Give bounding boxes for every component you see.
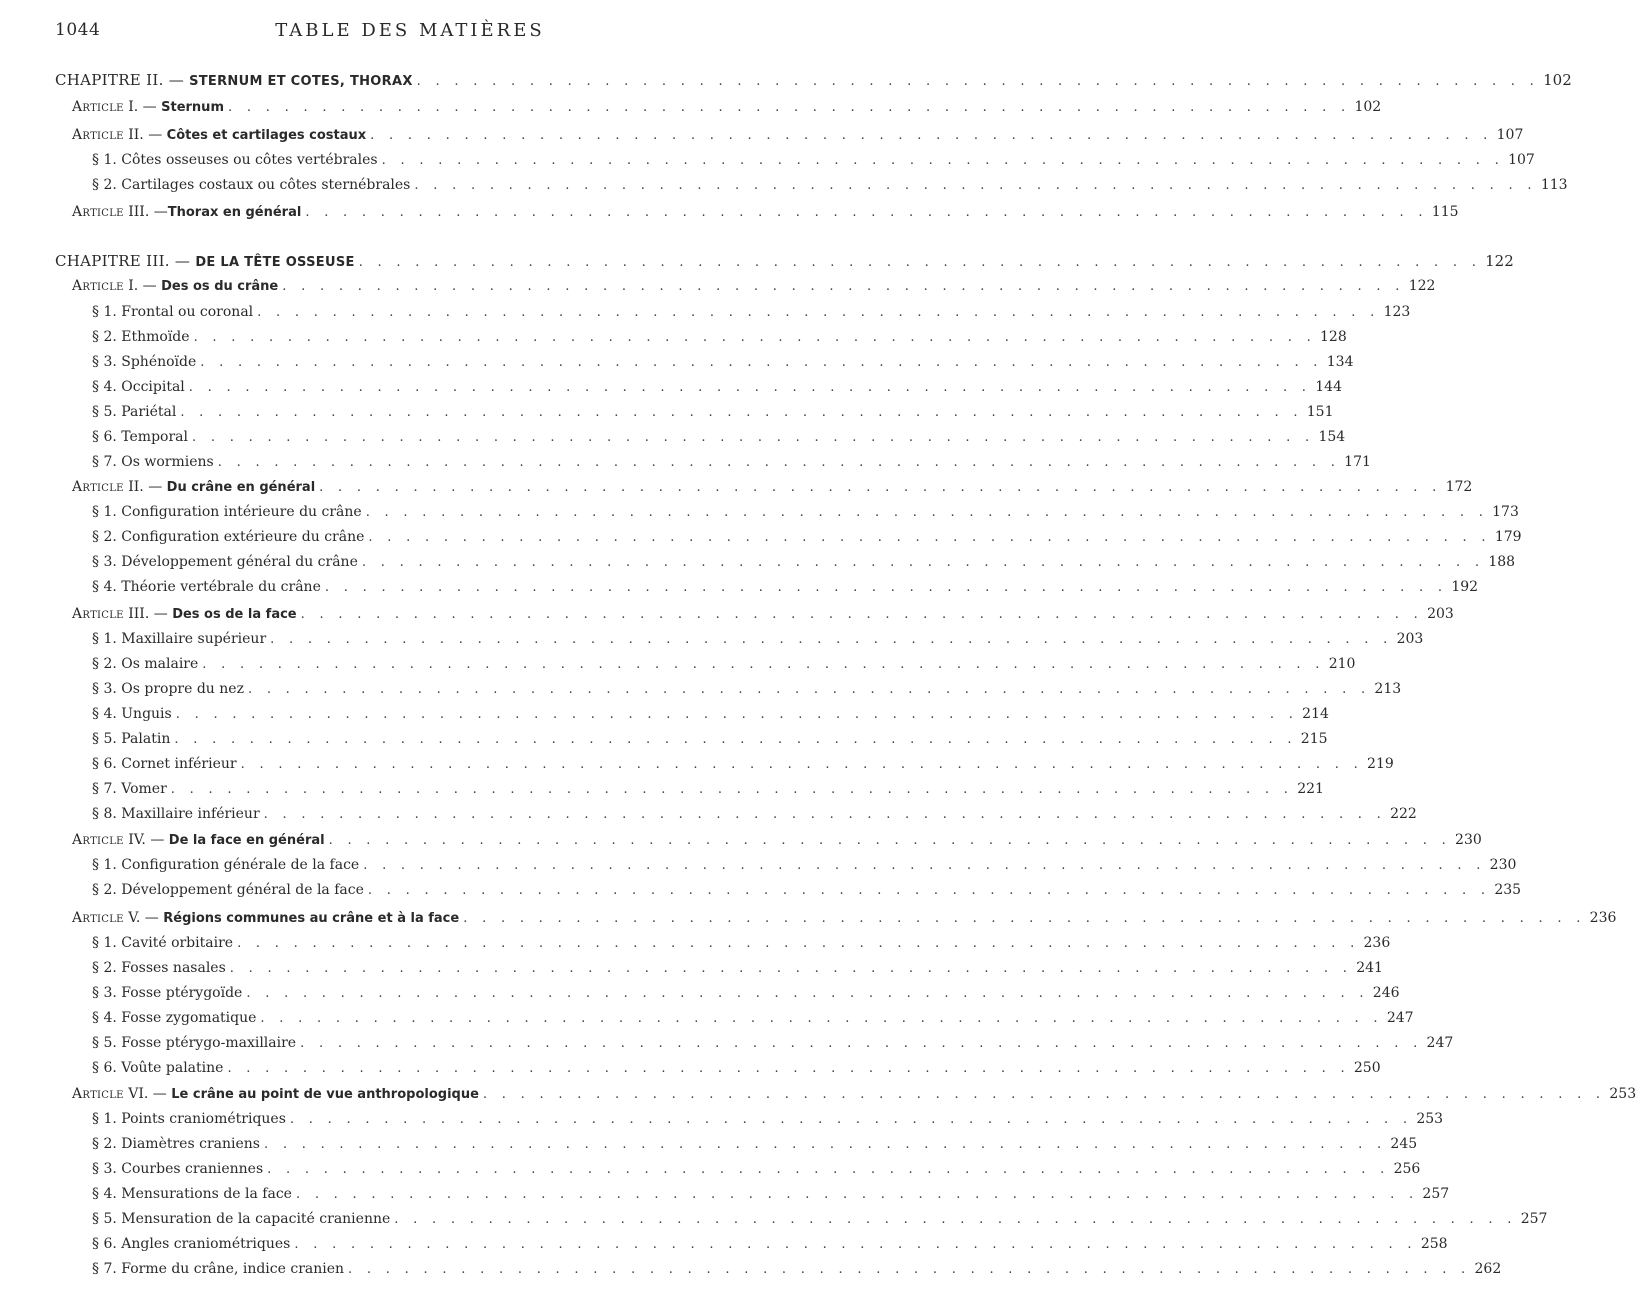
toc-article-row[interactable] [72, 97, 1382, 117]
toc-page-number: 219 [1367, 756, 1394, 772]
toc-entry-label [92, 855, 363, 875]
toc-article-row[interactable] [72, 276, 1436, 296]
toc-section-row[interactable] [92, 502, 1519, 522]
dot-leader: . . . . . . . . . . . . . . . . . . . . . . . . . . . . . . . . . . . . . . . . . . . . . . . . . . . . . . . . . . . . [202, 657, 1325, 672]
dot-leader: . . . . . . . . . . . . . . . . . . . . . . . . . . . . . . . . . . . . . . . . . . . . . . . . . . . . . . . . . . . . [228, 100, 1351, 115]
toc-page-number: 246 [1372, 985, 1400, 1001]
toc-entry-label [72, 202, 305, 223]
toc-entry-label [92, 729, 174, 749]
dot-leader: . . . . . . . . . . . . . . . . . . . . . . . . . . . . . . . . . . . . . . . . . . . . . . . . . . . . . . . . . . . . [247, 682, 1371, 697]
toc-article-row[interactable] [72, 908, 1617, 928]
section-title: § 6. Angles craniométriques [92, 1236, 291, 1252]
toc-page-number: 214 [1302, 706, 1329, 722]
toc-entry-label [92, 1234, 294, 1254]
toc-entry-label [92, 1259, 348, 1279]
section-title: § 5. Palatin [92, 731, 171, 747]
section-title: § 6. Temporal [92, 429, 188, 445]
toc-entry-label [72, 276, 282, 297]
toc-section-row[interactable] [92, 933, 1391, 953]
section-title: § 3. Courbes craniennes [92, 1161, 264, 1177]
section-title: § 3. Os propre du nez [92, 681, 244, 697]
chapter-number: CHAPITRE II. — [55, 71, 190, 89]
toc-chapter-row[interactable] [55, 70, 1572, 90]
toc-entry-label [72, 1084, 483, 1105]
toc-page-number: 247 [1386, 1010, 1414, 1026]
section-title: § 1. Côtes osseuses ou côtes vertébrales [92, 152, 378, 168]
article-number: IV. — [123, 832, 169, 848]
toc-page-number: 247 [1426, 1035, 1454, 1051]
toc-entry-label [92, 427, 192, 447]
toc-entry-label [72, 477, 319, 498]
toc-page-number: 245 [1390, 1136, 1418, 1152]
toc-section-row[interactable] [92, 302, 1411, 322]
article-number: II. — [123, 127, 167, 143]
dot-leader: . . . . . . . . . . . . . . . . . . . . . . . . . . . . . . . . . . . . . . . . . . . . . . . . . . . . . . . . . . . . [289, 1112, 1413, 1127]
toc-page-number: 230 [1489, 857, 1517, 873]
section-title: § 1. Cavité orbitaire [92, 935, 234, 951]
dot-leader: . . . . . . . . . . . . . . . . . . . . . . . . . . . . . . . . . . . . . . . . . . . . . . . . . . . . . . . . . . . . [358, 255, 1482, 270]
toc-entry-label [55, 70, 417, 92]
toc-section-row[interactable] [92, 804, 1417, 824]
dot-leader: . . . . . . . . . . . . . . . . . . . . . . . . . . . . . . . . . . . . . . . . . . . . . . . . . . . . . . . . . . . . [367, 883, 1491, 898]
toc-page-number: 203 [1396, 631, 1424, 647]
article-number: III. — [123, 204, 168, 220]
toc-entry-label [92, 577, 325, 597]
toc-article-row[interactable] [72, 125, 1524, 145]
section-title: § 4. Mensurations de la face [92, 1186, 292, 1202]
chapter-title: STERNUM ET COTES, THORAX [189, 74, 413, 89]
dot-leader: . . . . . . . . . . . . . . . . . . . . . . . . . . . . . . . . . . . . . . . . . . . . . . . . . . . . . . . . . . . . [365, 505, 1489, 520]
section-title: § 5. Mensuration de la capacité cranienne [92, 1211, 391, 1227]
toc-page-number: 253 [1416, 1111, 1444, 1127]
dot-leader: . . . . . . . . . . . . . . . . . . . . . . . . . . . . . . . . . . . . . . . . . . . . . . . . . . . . . . . . . . . . [188, 380, 1312, 395]
article-prefix: Article [72, 127, 124, 143]
toc-section-row[interactable] [92, 175, 1568, 195]
toc-entry-label [92, 1033, 300, 1053]
toc-section-row[interactable] [92, 1109, 1444, 1129]
section-title: § 2. Fosses nasales [92, 960, 226, 976]
section-title: § 3. Développement général du crâne [92, 554, 358, 570]
dot-leader: . . . . . . . . . . . . . . . . . . . . . . . . . . . . . . . . . . . . . . . . . . . . . . . . . . . . . . . . . . . . [180, 405, 1303, 420]
toc-entry-label [92, 402, 180, 422]
article-number: I. — [123, 278, 162, 294]
toc-page-number: 258 [1420, 1236, 1448, 1252]
toc-chapter-row[interactable] [55, 251, 1514, 271]
dot-leader: . . . . . . . . . . . . . . . . . . . . . . . . . . . . . . . . . . . . . . . . . . . . . . . . . . . . . . . . . . . . [482, 1087, 1606, 1102]
article-title: Des os du crâne [161, 279, 279, 294]
article-number: II. — [123, 479, 167, 495]
toc-entry-label [92, 302, 257, 322]
toc-entry-label [92, 1109, 290, 1129]
toc-article-row[interactable] [72, 202, 1459, 222]
dot-leader: . . . . . . . . . . . . . . . . . . . . . . . . . . . . . . . . . . . . . . . . . . . . . . . . . . . . . . . . . . . . [370, 128, 1493, 143]
section-title: § 1. Maxillaire supérieur [92, 631, 267, 647]
article-prefix: Article [72, 204, 124, 220]
toc-entry-label [92, 452, 218, 472]
dot-leader: . . . . . . . . . . . . . . . . . . . . . . . . . . . . . . . . . . . . . . . . . . . . . . . . . . . . . . . . . . . . [282, 279, 1405, 294]
dot-leader: . . . . . . . . . . . . . . . . . . . . . . . . . . . . . . . . . . . . . . . . . . . . . . . . . . . . . . . . . . . . [229, 961, 1353, 976]
section-title: § 4. Fosse zygomatique [92, 1010, 257, 1026]
toc-section-row[interactable] [92, 983, 1400, 1003]
article-number: VI. — [123, 1086, 172, 1102]
article-title: Du crâne en général [166, 480, 316, 495]
article-title: Thorax en général [167, 205, 302, 220]
section-title: § 6. Voûte palatine [92, 1060, 224, 1076]
toc-section-row[interactable] [92, 1008, 1414, 1028]
toc-page-number: 213 [1374, 681, 1402, 697]
toc-section-row[interactable] [92, 729, 1328, 749]
dot-leader: . . . . . . . . . . . . . . . . . . . . . . . . . . . . . . . . . . . . . . . . . . . . . . . . . . . . . . . . . . . . [237, 936, 1360, 951]
toc-section-row[interactable] [92, 150, 1535, 170]
toc-page-number: 230 [1455, 832, 1482, 848]
toc-article-row[interactable] [72, 830, 1482, 850]
toc-entry-label [92, 629, 270, 649]
toc-entry-label [92, 150, 382, 170]
toc-page-number: 256 [1393, 1161, 1421, 1177]
section-title: § 1. Configuration intérieure du crâne [92, 504, 362, 520]
toc-page-number: 107 [1508, 152, 1535, 168]
toc-entry-label [92, 804, 264, 824]
dot-leader: . . . . . . . . . . . . . . . . . . . . . . . . . . . . . . . . . . . . . . . . . . . . . . . . . . . . . . . . . . . . [463, 911, 1586, 926]
section-title: § 2. Diamètres craniens [92, 1136, 260, 1152]
dot-leader: . . . . . . . . . . . . . . . . . . . . . . . . . . . . . . . . . . . . . . . . . . . . . . . . . . . . . . . . . . . . [319, 480, 1442, 495]
dot-leader: . . . . . . . . . . . . . . . . . . . . . . . . . . . . . . . . . . . . . . . . . . . . . . . . . . . . . . . . . . . . [193, 330, 1317, 345]
toc-page-number: 151 [1306, 404, 1334, 420]
dot-leader: . . . . . . . . . . . . . . . . . . . . . . . . . . . . . . . . . . . . . . . . . . . . . . . . . . . . . . . . . . . . [267, 1162, 1390, 1177]
toc-entry-label [92, 983, 246, 1003]
toc-entry-label [92, 1159, 267, 1179]
toc-entry-label [92, 933, 237, 953]
toc-entry-label [92, 1134, 264, 1154]
dot-leader: . . . . . . . . . . . . . . . . . . . . . . . . . . . . . . . . . . . . . . . . . . . . . . . . . . . . . . . . . . . . [240, 757, 1364, 772]
article-title: De la face en général [168, 833, 325, 848]
dot-leader: . . . . . . . . . . . . . . . . . . . . . . . . . . . . . . . . . . . . . . . . . . . . . . . . . . . . . . . . . . . . [368, 530, 1491, 545]
chapter-number: CHAPITRE III. — [55, 252, 196, 270]
toc-section-row[interactable] [92, 352, 1354, 372]
dot-leader: . . . . . . . . . . . . . . . . . . . . . . . . . . . . . . . . . . . . . . . . . . . . . . . . . . . . . . . . . . . . [416, 74, 1540, 89]
article-prefix: Article [72, 606, 124, 622]
toc-entry-label [55, 251, 359, 273]
toc-page-number: 122 [1408, 278, 1436, 294]
toc-entry-label [92, 654, 202, 674]
section-title: § 6. Cornet inférieur [92, 756, 237, 772]
toc-section-row[interactable] [92, 754, 1394, 774]
dot-leader: . . . . . . . . . . . . . . . . . . . . . . . . . . . . . . . . . . . . . . . . . . . . . . . . . . . . . . . . . . . . [263, 807, 1387, 822]
toc-entry-label [92, 679, 248, 699]
section-title: § 1. Configuration générale de la face [92, 857, 360, 873]
article-prefix: Article [72, 832, 124, 848]
toc-entry-label [92, 1058, 227, 1078]
dot-leader: . . . . . . . . . . . . . . . . . . . . . . . . . . . . . . . . . . . . . . . . . . . . . . . . . . . . . . . . . . . . [348, 1262, 1471, 1277]
section-title: § 5. Pariétal [92, 404, 177, 420]
dot-leader: . . . . . . . . . . . . . . . . . . . . . . . . . . . . . . . . . . . . . . . . . . . . . . . . . . . . . . . . . . . . [175, 707, 1299, 722]
toc-page-number: 250 [1353, 1060, 1381, 1076]
article-number: V. — [123, 910, 164, 926]
toc-section-row[interactable] [92, 327, 1347, 347]
article-number: III. — [123, 606, 173, 622]
toc-article-row[interactable] [72, 1084, 1636, 1104]
toc-entry-label [92, 958, 230, 978]
toc-section-row[interactable] [92, 1184, 1450, 1204]
section-title: § 7. Vomer [92, 781, 167, 797]
section-title: § 4. Occipital [92, 379, 185, 395]
toc-page-number: 203 [1427, 606, 1454, 622]
toc-section-row[interactable] [92, 377, 1342, 397]
dot-leader: . . . . . . . . . . . . . . . . . . . . . . . . . . . . . . . . . . . . . . . . . . . . . . . . . . . . . . . . . . . . [300, 607, 1424, 622]
toc-article-row[interactable] [72, 477, 1473, 497]
toc-entry-label [72, 908, 463, 929]
section-title: § 2. Configuration extérieure du crâne [92, 529, 365, 545]
article-prefix: Article [72, 910, 124, 926]
toc-page-number: 128 [1320, 329, 1347, 345]
toc-entry-label [92, 779, 171, 799]
section-title: § 8. Maxillaire inférieur [92, 806, 260, 822]
section-title: § 3. Fosse ptérygoïde [92, 985, 243, 1001]
toc-page-number: 122 [1485, 252, 1514, 270]
toc-section-row[interactable] [92, 527, 1522, 547]
section-title: § 2. Développement général de la face [92, 882, 364, 898]
toc-section-row[interactable] [92, 629, 1424, 649]
section-title: § 2. Cartilages costaux ou côtes sternébrales [92, 177, 411, 193]
toc-page-number: 222 [1390, 806, 1417, 822]
dot-leader: . . . . . . . . . . . . . . . . . . . . . . . . . . . . . . . . . . . . . . . . . . . . . . . . . . . . . . . . . . . . [294, 1237, 1417, 1252]
toc-section-row[interactable] [92, 779, 1324, 799]
toc-entry-label [92, 880, 368, 900]
dot-leader: . . . . . . . . . . . . . . . . . . . . . . . . . . . . . . . . . . . . . . . . . . . . . . . . . . . . . . . . . . . . [227, 1061, 1350, 1076]
toc-section-row[interactable] [92, 402, 1334, 422]
article-prefix: Article [72, 99, 124, 115]
section-title: § 1. Frontal ou coronal [92, 304, 254, 320]
toc-page-number: 236 [1363, 935, 1391, 951]
dot-leader: . . . . . . . . . . . . . . . . . . . . . . . . . . . . . . . . . . . . . . . . . . . . . . . . . . . . . . . . . . . . [300, 1036, 1423, 1051]
toc-entry-label [92, 175, 414, 195]
toc-page-number: 102 [1543, 71, 1572, 89]
section-title: § 2. Ethmoïde [92, 329, 190, 345]
toc-page-number: 107 [1496, 127, 1524, 143]
toc-page-number: 257 [1422, 1186, 1450, 1202]
toc-section-row[interactable] [92, 1234, 1448, 1254]
article-title: Des os de la face [172, 607, 297, 622]
section-title: § 2. Os malaire [92, 656, 199, 672]
toc-page-number: 172 [1445, 479, 1473, 495]
toc-page-number: 113 [1540, 177, 1568, 193]
toc-page-number: 179 [1494, 529, 1522, 545]
toc-section-row[interactable] [92, 1033, 1454, 1053]
toc-page-number: 188 [1488, 554, 1516, 570]
toc-entry-label [72, 830, 329, 851]
toc-page-number: 257 [1520, 1211, 1548, 1227]
dot-leader: . . . . . . . . . . . . . . . . . . . . . . . . . . . . . . . . . . . . . . . . . . . . . . . . . . . . . . . . . . . . [246, 986, 1369, 1001]
toc-page-number: 134 [1326, 354, 1354, 370]
dot-leader: . . . . . . . . . . . . . . . . . . . . . . . . . . . . . . . . . . . . . . . . . . . . . . . . . . . . . . . . . . . . [394, 1212, 1517, 1227]
toc-page-number: 236 [1589, 910, 1617, 926]
toc-section-row[interactable] [92, 1209, 1548, 1229]
toc-entry-label [92, 327, 194, 347]
dot-leader: . . . . . . . . . . . . . . . . . . . . . . . . . . . . . . . . . . . . . . . . . . . . . . . . . . . . . . . . . . . . [328, 833, 1452, 848]
section-title: § 7. Forme du crâne, indice cranien [92, 1261, 345, 1277]
toc-page-number: 210 [1328, 656, 1356, 672]
toc-section-row[interactable] [92, 427, 1346, 447]
toc-page-number: 253 [1609, 1086, 1636, 1102]
article-prefix: Article [72, 278, 124, 294]
toc-page-number: 192 [1451, 579, 1479, 595]
section-title: § 4. Théorie vertébrale du crâne [92, 579, 321, 595]
toc-page-number: 154 [1318, 429, 1346, 445]
toc-entry-label [92, 552, 362, 572]
dot-leader: . . . . . . . . . . . . . . . . . . . . . . . . . . . . . . . . . . . . . . . . . . . . . . . . . . . . . . . . . . . . [260, 1011, 1383, 1026]
article-prefix: Article [72, 1086, 124, 1102]
toc-entry-label [92, 1008, 260, 1028]
page-number: 1044 [55, 20, 101, 40]
running-title: TABLE DES MATIÈRES [275, 20, 545, 41]
toc-page-number: 235 [1494, 882, 1522, 898]
dot-leader: . . . . . . . . . . . . . . . . . . . . . . . . . . . . . . . . . . . . . . . . . . . . . . . . . . . . . . . . . . . . [381, 153, 1505, 168]
section-title: § 3. Sphénoïde [92, 354, 197, 370]
dot-leader: . . . . . . . . . . . . . . . . . . . . . . . . . . . . . . . . . . . . . . . . . . . . . . . . . . . . . . . . . . . . [217, 455, 1341, 470]
toc-entry-label [92, 704, 176, 724]
toc-section-row[interactable] [92, 958, 1383, 978]
dot-leader: . . . . . . . . . . . . . . . . . . . . . . . . . . . . . . . . . . . . . . . . . . . . . . . . . . . . . . . . . . . . [263, 1137, 1387, 1152]
dot-leader: . . . . . . . . . . . . . . . . . . . . . . . . . . . . . . . . . . . . . . . . . . . . . . . . . . . . . . . . . . . . [191, 430, 1315, 445]
toc-entry-label [72, 604, 301, 625]
dot-leader: . . . . . . . . . . . . . . . . . . . . . . . . . . . . . . . . . . . . . . . . . . . . . . . . . . . . . . . . . . . . [174, 732, 1297, 747]
toc-section-row[interactable] [92, 577, 1479, 597]
toc-entry-label [92, 754, 241, 774]
toc-page-number: 221 [1297, 781, 1324, 797]
dot-leader: . . . . . . . . . . . . . . . . . . . . . . . . . . . . . . . . . . . . . . . . . . . . . . . . . . . . . . . . . . . . [170, 782, 1294, 797]
article-title: Régions communes au crâne et à la face [163, 911, 460, 926]
toc-section-row[interactable] [92, 1134, 1418, 1154]
toc-section-row[interactable] [92, 855, 1517, 875]
toc-article-row[interactable] [72, 604, 1454, 624]
section-title: § 5. Fosse ptérygo-maxillaire [92, 1035, 297, 1051]
toc-page-number: 144 [1315, 379, 1342, 395]
toc-entry-label [92, 1184, 296, 1204]
toc-entry-label [92, 502, 366, 522]
article-prefix: Article [72, 479, 124, 495]
dot-leader: . . . . . . . . . . . . . . . . . . . . . . . . . . . . . . . . . . . . . . . . . . . . . . . . . . . . . . . . . . . . [200, 355, 1323, 370]
toc-section-row[interactable] [92, 880, 1522, 900]
toc-page-number: 123 [1383, 304, 1411, 320]
article-number: I. — [123, 99, 162, 115]
toc-page-number: 262 [1474, 1261, 1502, 1277]
toc-section-row[interactable] [92, 1259, 1502, 1279]
toc-page-number: 241 [1356, 960, 1383, 976]
toc-page-number: 173 [1492, 504, 1519, 520]
section-title: § 7. Os wormiens [92, 454, 214, 470]
toc-entry-label [92, 1209, 394, 1229]
toc-section-row[interactable] [92, 1058, 1381, 1078]
section-title: § 1. Points craniométriques [92, 1111, 286, 1127]
toc-section-row[interactable] [92, 552, 1516, 572]
dot-leader: . . . . . . . . . . . . . . . . . . . . . . . . . . . . . . . . . . . . . . . . . . . . . . . . . . . . . . . . . . . . [414, 178, 1537, 193]
toc-page-number: 102 [1354, 99, 1382, 115]
dot-leader: . . . . . . . . . . . . . . . . . . . . . . . . . . . . . . . . . . . . . . . . . . . . . . . . . . . . . . . . . . . . [305, 205, 1428, 220]
toc-entry-label [72, 97, 228, 118]
toc-section-row[interactable] [92, 679, 1402, 699]
article-title: Côtes et cartilages costaux [166, 128, 367, 143]
toc-page-number: 215 [1300, 731, 1328, 747]
section-title: § 4. Unguis [92, 706, 172, 722]
toc-page-number: 171 [1344, 454, 1371, 470]
toc-entry-label [92, 527, 368, 547]
chapter-title: DE LA TÊTE OSSEUSE [195, 255, 355, 270]
toc-section-row[interactable] [92, 1159, 1421, 1179]
dot-leader: . . . . . . . . . . . . . . . . . . . . . . . . . . . . . . . . . . . . . . . . . . . . . . . . . . . . . . . . . . . . [324, 580, 1448, 595]
toc-section-row[interactable] [92, 452, 1371, 472]
toc-section-row[interactable] [92, 654, 1356, 674]
article-title: Sternum [161, 100, 224, 115]
article-title: Le crâne au point de vue anthropologique [171, 1087, 479, 1102]
toc-section-row[interactable] [92, 704, 1329, 724]
toc-page-number: 115 [1431, 204, 1459, 220]
dot-leader: . . . . . . . . . . . . . . . . . . . . . . . . . . . . . . . . . . . . . . . . . . . . . . . . . . . . . . . . . . . . [257, 305, 1380, 320]
dot-leader: . . . . . . . . . . . . . . . . . . . . . . . . . . . . . . . . . . . . . . . . . . . . . . . . . . . . . . . . . . . . [363, 858, 1486, 873]
toc-entry-label [72, 125, 370, 146]
toc-entry-label [92, 352, 200, 372]
toc-entry-label [92, 377, 189, 397]
dot-leader: . . . . . . . . . . . . . . . . . . . . . . . . . . . . . . . . . . . . . . . . . . . . . . . . . . . . . . . . . . . . [361, 555, 1485, 570]
dot-leader: . . . . . . . . . . . . . . . . . . . . . . . . . . . . . . . . . . . . . . . . . . . . . . . . . . . . . . . . . . . . [295, 1187, 1419, 1202]
dot-leader: . . . . . . . . . . . . . . . . . . . . . . . . . . . . . . . . . . . . . . . . . . . . . . . . . . . . . . . . . . . . [270, 632, 1393, 647]
